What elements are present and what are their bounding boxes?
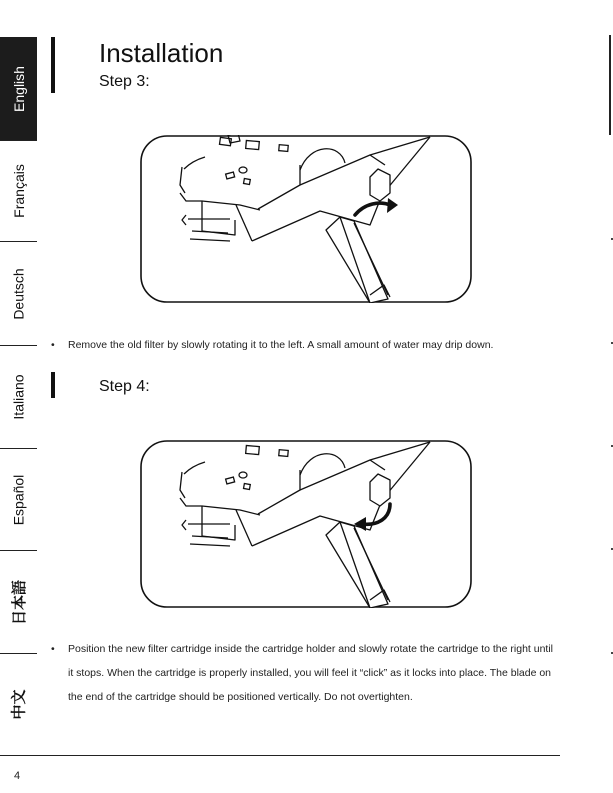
- section-marker-bar: [51, 372, 55, 398]
- lang-tab-english[interactable]: [0, 37, 37, 141]
- lang-tab-label: Español: [10, 474, 27, 525]
- right-edge-bar: [609, 35, 611, 135]
- lang-tab-italiano[interactable]: [0, 346, 37, 449]
- lang-tab-japanese[interactable]: [0, 551, 37, 654]
- lang-tab-espanol[interactable]: [0, 449, 37, 551]
- bullet-point: •: [51, 339, 55, 351]
- lang-tab-label: Deutsch: [10, 267, 27, 320]
- section-marker-bar: [51, 37, 55, 93]
- lang-tab-label: English: [10, 65, 27, 112]
- instruction-text: Position the new filter cartridge inside the cartridge holder and slowly rotate the cartridge to the right until it stops. When the cartridge is properly installed, you will feel it “click” as it locks into place. The blade on the end of the cartridge should be positioned vertically. Do not overtighten.: [68, 643, 554, 703]
- lang-tab-label: 中文: [10, 688, 28, 720]
- step-4-heading: Step 4:: [99, 378, 150, 395]
- bullet-point: •: [51, 643, 55, 655]
- lang-tab-deutsch[interactable]: [0, 242, 37, 346]
- page-title: Installation: [99, 38, 224, 68]
- lang-tab-label: Français: [10, 164, 27, 218]
- language-tabs: [0, 37, 37, 754]
- lang-tab-label: 日本語: [11, 579, 29, 625]
- step-3-heading: Step 3:: [99, 73, 150, 90]
- lang-tab-label: Italiano: [10, 374, 27, 420]
- step-4-instruction: [51, 637, 561, 709]
- step-3-instruction: [51, 333, 561, 357]
- step-3-illustration: [140, 135, 472, 303]
- lang-tab-francais[interactable]: [0, 141, 37, 242]
- step-4-illustration: [140, 440, 472, 608]
- lang-tab-chinese[interactable]: [0, 654, 37, 754]
- instruction-text: Remove the old filter by slowly rotating it to the left. A small amount of water may drip down.: [68, 339, 494, 351]
- page-number: 4: [14, 770, 21, 782]
- footer-divider: [0, 755, 560, 756]
